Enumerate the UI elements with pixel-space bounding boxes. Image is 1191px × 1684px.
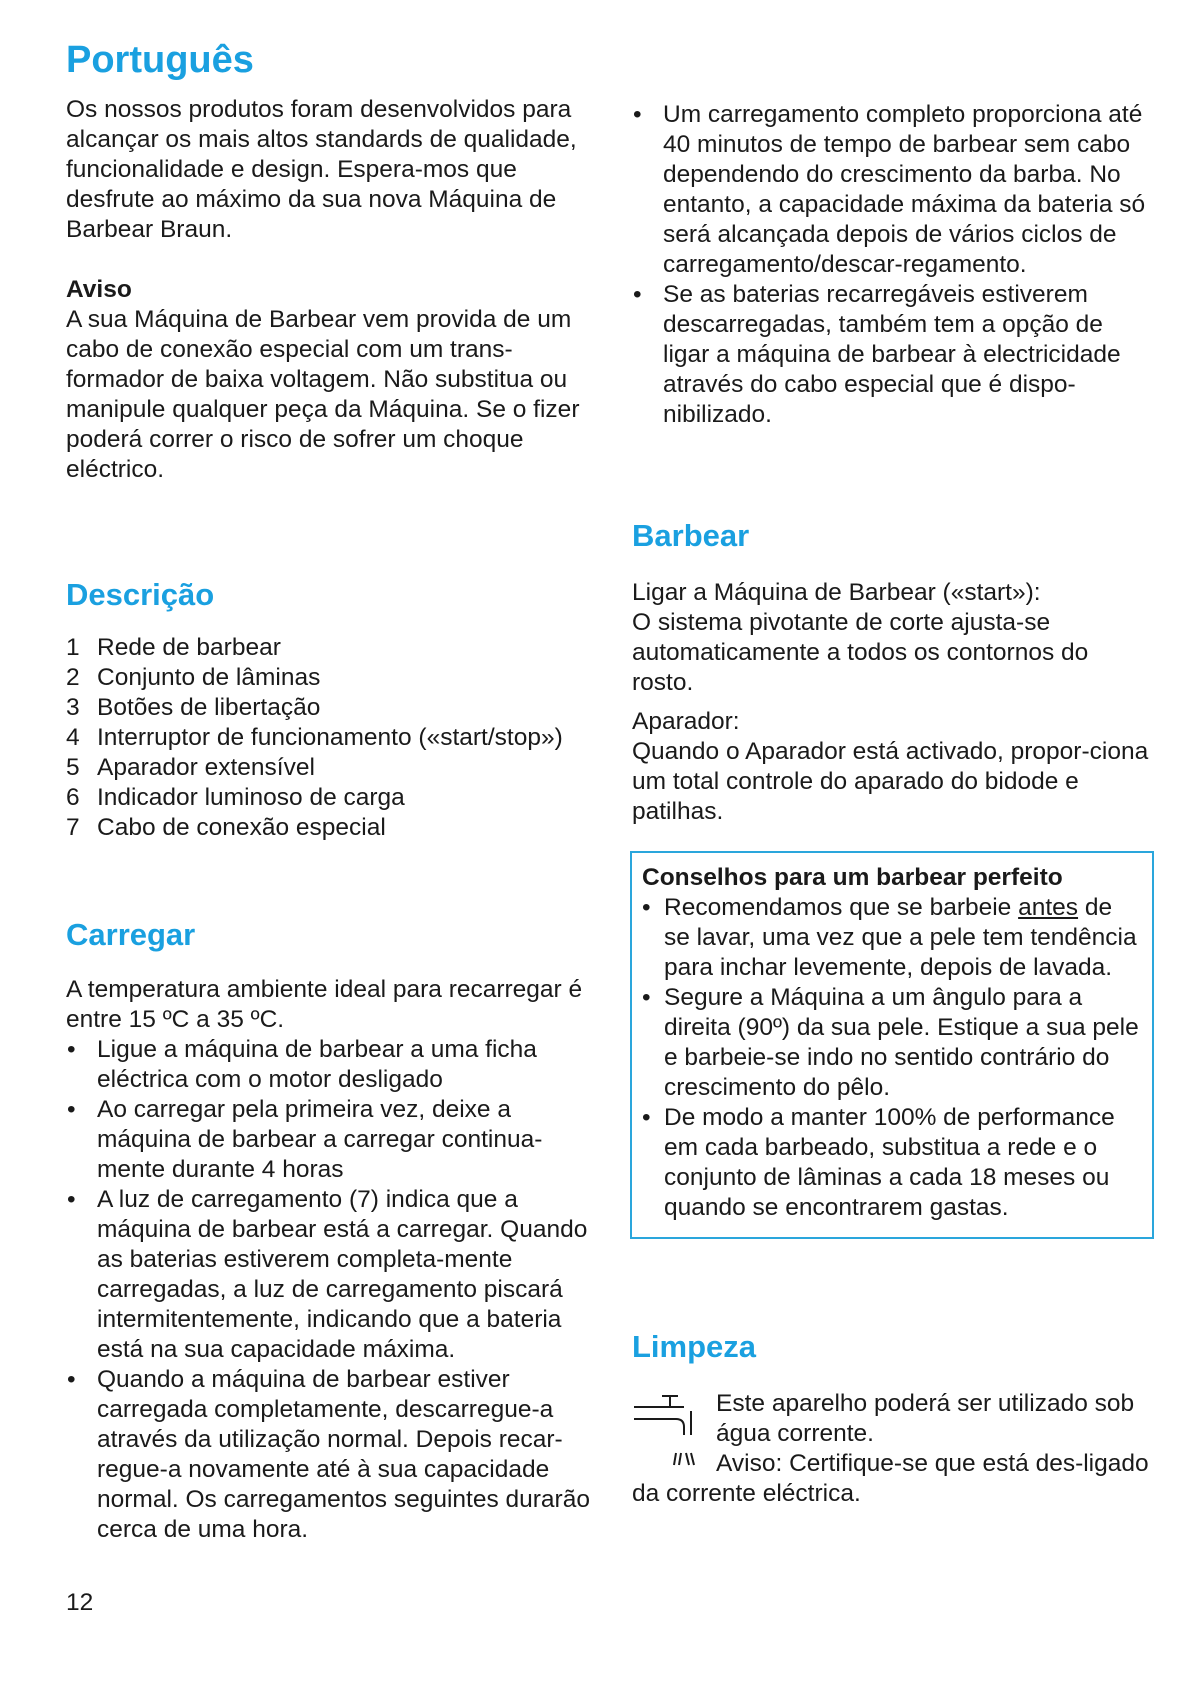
barbear-heading: Barbear (632, 518, 750, 553)
list-item: 3 Botões de libertação (66, 694, 321, 721)
right-column (632, 100, 1152, 1509)
carregar-heading: Carregar (66, 917, 196, 952)
aparador-text: Quando o Aparador está activado, propor-ciona um total controle do aparado do bidode e patilhas. (632, 738, 1149, 825)
list-item: • Ao carregar pela primeira vez, deixe a máquina de barbear a carregar continua-mente durante 4 horas (66, 1095, 596, 1185)
list-item: 4 Interruptor de funcionamento («start/stop») (66, 724, 563, 751)
left-column (66, 36, 596, 1545)
limpeza-heading: Limpeza (632, 1329, 757, 1364)
limpeza-text-1: Este aparelho poderá ser utilizado sob água corrente. (716, 1390, 1135, 1447)
charging-info-bullets (632, 100, 1152, 430)
descricao-heading: Descrição (66, 577, 215, 612)
tips-list (642, 893, 1142, 1223)
list-item: 5 Aparador extensível (66, 754, 315, 781)
tips-heading: Conselhos para um barbear perfeito (642, 864, 1063, 891)
intro-paragraph: Os nossos produtos foram desenvolvidos para alcançar os mais altos standards de qualidade, funcionalidade e design. Espera-mos que desfrute ao máximo da sua nova Máquina de Barbear Braun. (66, 96, 577, 243)
list-item: • De modo a manter 100% de performance em cada barbeado, substitua a rede e o conjunto de lâminas a cada 18 meses ou quando se encontrarem gastas. (642, 1103, 1142, 1223)
barbear-start-text: O sistema pivotante de corte ajusta-se automaticamente a todos os contornos do rosto. (632, 609, 1089, 696)
barbear-start-label: Ligar a Máquina de Barbear («start»): (632, 579, 1041, 606)
list-item: • Um carregamento completo proporciona até 40 minutos de tempo de barbear sem cabo dependendo do crescimento da barba. No entanto, a capacidade máxima da bateria só será alcançada depois de vários ciclos de carregamento/descar-regamento. (632, 100, 1152, 280)
aparador-label: Aparador: (632, 708, 740, 735)
list-item: • Ligue a máquina de barbear a uma ficha eléctrica com o motor desligado (66, 1035, 596, 1095)
parts-list (66, 633, 596, 843)
page-number: 12 (66, 1589, 94, 1616)
list-item: 7 Cabo de conexão especial (66, 814, 386, 841)
list-item: • A luz de carregamento (7) indica que a máquina de barbear está a carregar. Quando as baterias estiverem completa-mente carregadas, a luz de carregamento piscará intermitentemente, indicando que a bateria está na sua capacidade máxima. (66, 1185, 596, 1365)
tips-box (630, 851, 1154, 1239)
list-item: • Recomendamos que se barbeie antes de se lavar, uma vez que a pele tem tendência para inchar levemente, depois de lavada. (642, 893, 1142, 983)
list-item: • Se as baterias recarregáveis estiverem descarregadas, também tem a opção de ligar a máquina de barbear à electricidade através do cabo especial que é dispo-nibilizado. (632, 280, 1152, 430)
carregar-intro: A temperatura ambiente ideal para recarregar é entre 15 ºC a 35 ºC. (66, 976, 583, 1033)
page-title: Português (66, 39, 254, 81)
carregar-bullets (66, 1035, 596, 1545)
limpeza-text-2: Aviso: Certifique-se que está des-ligado da corrente eléctrica. (632, 1450, 1149, 1507)
list-item: • Quando a máquina de barbear estiver carregada completamente, descarregue-a através da utilização normal. Depois recar-regue-a novamente até à sua capacidade normal. Os carregamentos seguintes durarão cerca de uma hora. (66, 1365, 596, 1545)
list-item: 2 Conjunto de lâminas (66, 664, 321, 691)
list-item: 1 Rede de barbear (66, 634, 281, 661)
aviso-heading: Aviso (66, 276, 132, 303)
limpeza-content (632, 1389, 1152, 1509)
water-tap-icon (632, 1391, 716, 1471)
list-item: • Segure a Máquina a um ângulo para a direita (90º) da sua pele. Estique a sua pele e barbeie-se indo no sentido contrário do crescimento do pêlo. (642, 983, 1142, 1103)
aviso-text: A sua Máquina de Barbear vem provida de um cabo de conexão especial com um trans-formador de baixa voltagem. Não substitua ou manipule qualquer peça da Máquina. Se o fizer poderá correr o risco de sofrer um choque eléctrico. (66, 306, 580, 483)
list-item: 6 Indicador luminoso de carga (66, 784, 405, 811)
